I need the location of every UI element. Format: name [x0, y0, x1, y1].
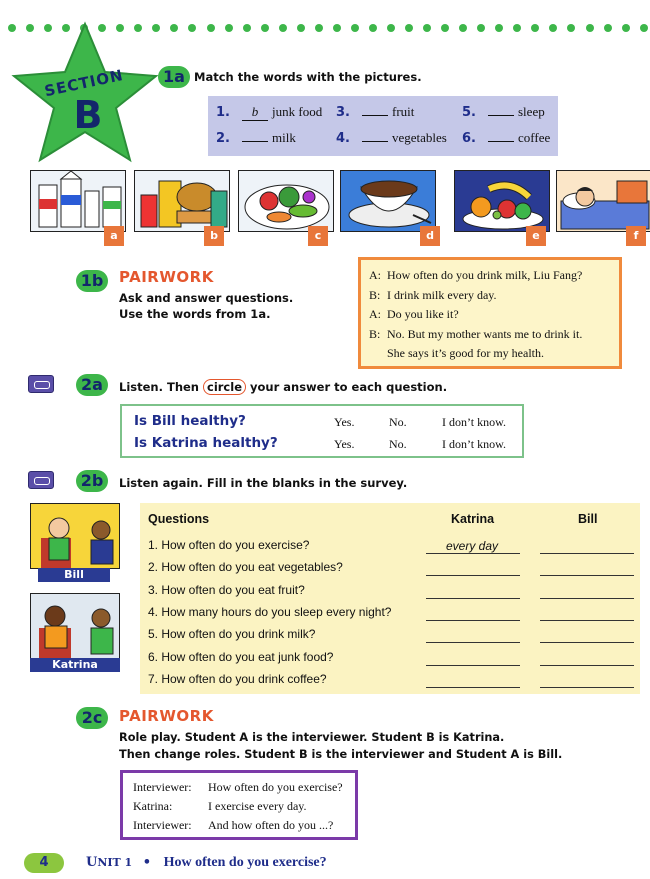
survey-question: 2. How often do you eat vegetables? — [148, 560, 343, 574]
katrina-picture — [30, 593, 120, 659]
header-questions: Questions — [148, 512, 210, 526]
word-item: 2. milk — [216, 130, 296, 146]
unit-title: UNIT 1 • How often do you exercise? — [86, 855, 327, 870]
exercise-badge-2c: 2c — [76, 707, 108, 729]
survey-question: 4. How many hours do you sleep every night? — [148, 605, 392, 619]
dialog-line: A: Do you like it? — [369, 307, 459, 321]
dialog-line: She says it’s good for my health. — [387, 346, 544, 360]
header-katrina: Katrina — [451, 512, 495, 526]
survey-table — [140, 503, 640, 694]
instruction-1b-line1: Ask and answer questions. — [119, 291, 294, 305]
option-dont-know[interactable]: I don’t know. — [442, 415, 506, 429]
option-yes[interactable]: Yes. — [334, 437, 355, 451]
instruction-2b: Listen again. Fill in the blanks in the survey. — [119, 476, 408, 490]
katrina-answer[interactable]: every day — [446, 539, 499, 553]
word-item: 5. sleep — [462, 104, 545, 120]
survey-question: 7. How often do you drink coffee? — [148, 672, 327, 686]
answer-blank[interactable] — [242, 141, 268, 142]
word-item: 1. b junk food — [216, 104, 323, 120]
picture-vegetables — [238, 170, 334, 232]
cassette-icon — [28, 375, 54, 393]
dialog-line: B: I drink milk every day. — [369, 287, 497, 302]
word-item: 4. vegetables — [336, 130, 447, 146]
picture-fruit — [454, 170, 550, 232]
option-yes[interactable]: Yes. — [334, 415, 355, 429]
section-star-badge — [10, 20, 160, 170]
picture-letter-e: e — [526, 226, 546, 246]
word-item: 6. coffee — [462, 130, 551, 146]
picture-letter-a: a — [104, 226, 124, 246]
survey-question: 3. How often do you eat fruit? — [148, 583, 305, 597]
instruction-2c-line2: Then change roles. Student B is the interviewer and Student A is Bill. — [119, 748, 563, 761]
katrina-label: Katrina — [30, 658, 120, 672]
picture-letter-c: c — [308, 226, 328, 246]
word-item: 3. fruit — [336, 104, 415, 120]
section-word: SECTION — [42, 65, 126, 101]
exercise-badge-1b: 1b — [76, 270, 108, 292]
bill-label: Bill — [38, 568, 110, 582]
option-dont-know[interactable]: I don’t know. — [442, 437, 506, 451]
instruction-2a: Listen. Then circle your answer to each question. — [119, 380, 448, 394]
survey-question: 6. How often do you eat junk food? — [148, 650, 334, 664]
answer-blank[interactable]: b — [242, 104, 268, 121]
dialog-box-1b — [358, 257, 622, 369]
header-bill: Bill — [578, 512, 598, 526]
exercise-badge-1a: 1a — [158, 66, 190, 88]
exercise-badge-2b: 2b — [76, 470, 108, 492]
dialog-box-2c — [120, 770, 358, 840]
page-footer — [24, 852, 327, 874]
picture-coffee — [340, 170, 436, 232]
bill-picture — [30, 503, 120, 569]
word-list-box — [208, 96, 558, 156]
pairwork-heading-1b: PAIRWORK — [119, 268, 214, 286]
dialog-line: Interviewer: How often do you exercise? — [133, 780, 343, 794]
option-no[interactable]: No. — [389, 437, 407, 451]
answer-blank[interactable] — [488, 141, 514, 142]
picture-letter-b: b — [204, 226, 224, 246]
picture-milk — [30, 170, 126, 232]
survey-question: 5. How often do you drink milk? — [148, 627, 316, 641]
cassette-icon — [28, 471, 54, 489]
picture-junk-food — [134, 170, 230, 232]
answer-blank[interactable] — [362, 115, 388, 116]
section-letter: B — [73, 93, 103, 137]
instruction-1a: Match the words with the pictures. — [194, 70, 422, 84]
question-bill-healthy: Is Bill healthy? — [134, 413, 246, 429]
picture-letter-f: f — [626, 226, 646, 246]
dialog-line: A: How often do you drink milk, Liu Fang? — [369, 268, 583, 282]
instruction-1b-line2: Use the words from 1a. — [119, 307, 271, 321]
exercise-badge-2a: 2a — [76, 374, 108, 396]
survey-question: 1. How often do you exercise? — [148, 538, 310, 552]
question-katrina-healthy: Is Katrina healthy? — [134, 435, 278, 451]
question-box-2a — [120, 404, 524, 458]
answer-blank[interactable] — [488, 115, 514, 116]
dialog-line: Katrina: I exercise every day. — [133, 799, 307, 813]
answer-blank[interactable] — [362, 141, 388, 142]
circle-word: circle — [203, 379, 246, 395]
instruction-2c-line1: Role play. Student A is the interviewer. Student B is Katrina. — [119, 731, 505, 744]
picture-letter-d: d — [420, 226, 440, 246]
dialog-line: B: No. But my mother wants me to drink it. — [369, 326, 583, 341]
picture-sleep — [556, 170, 650, 232]
dialog-line: Interviewer: And how often do you ...? — [133, 818, 334, 832]
pairwork-heading-2c: PAIRWORK — [119, 707, 214, 725]
page-number: 4 — [24, 853, 64, 873]
option-no[interactable]: No. — [389, 415, 407, 429]
